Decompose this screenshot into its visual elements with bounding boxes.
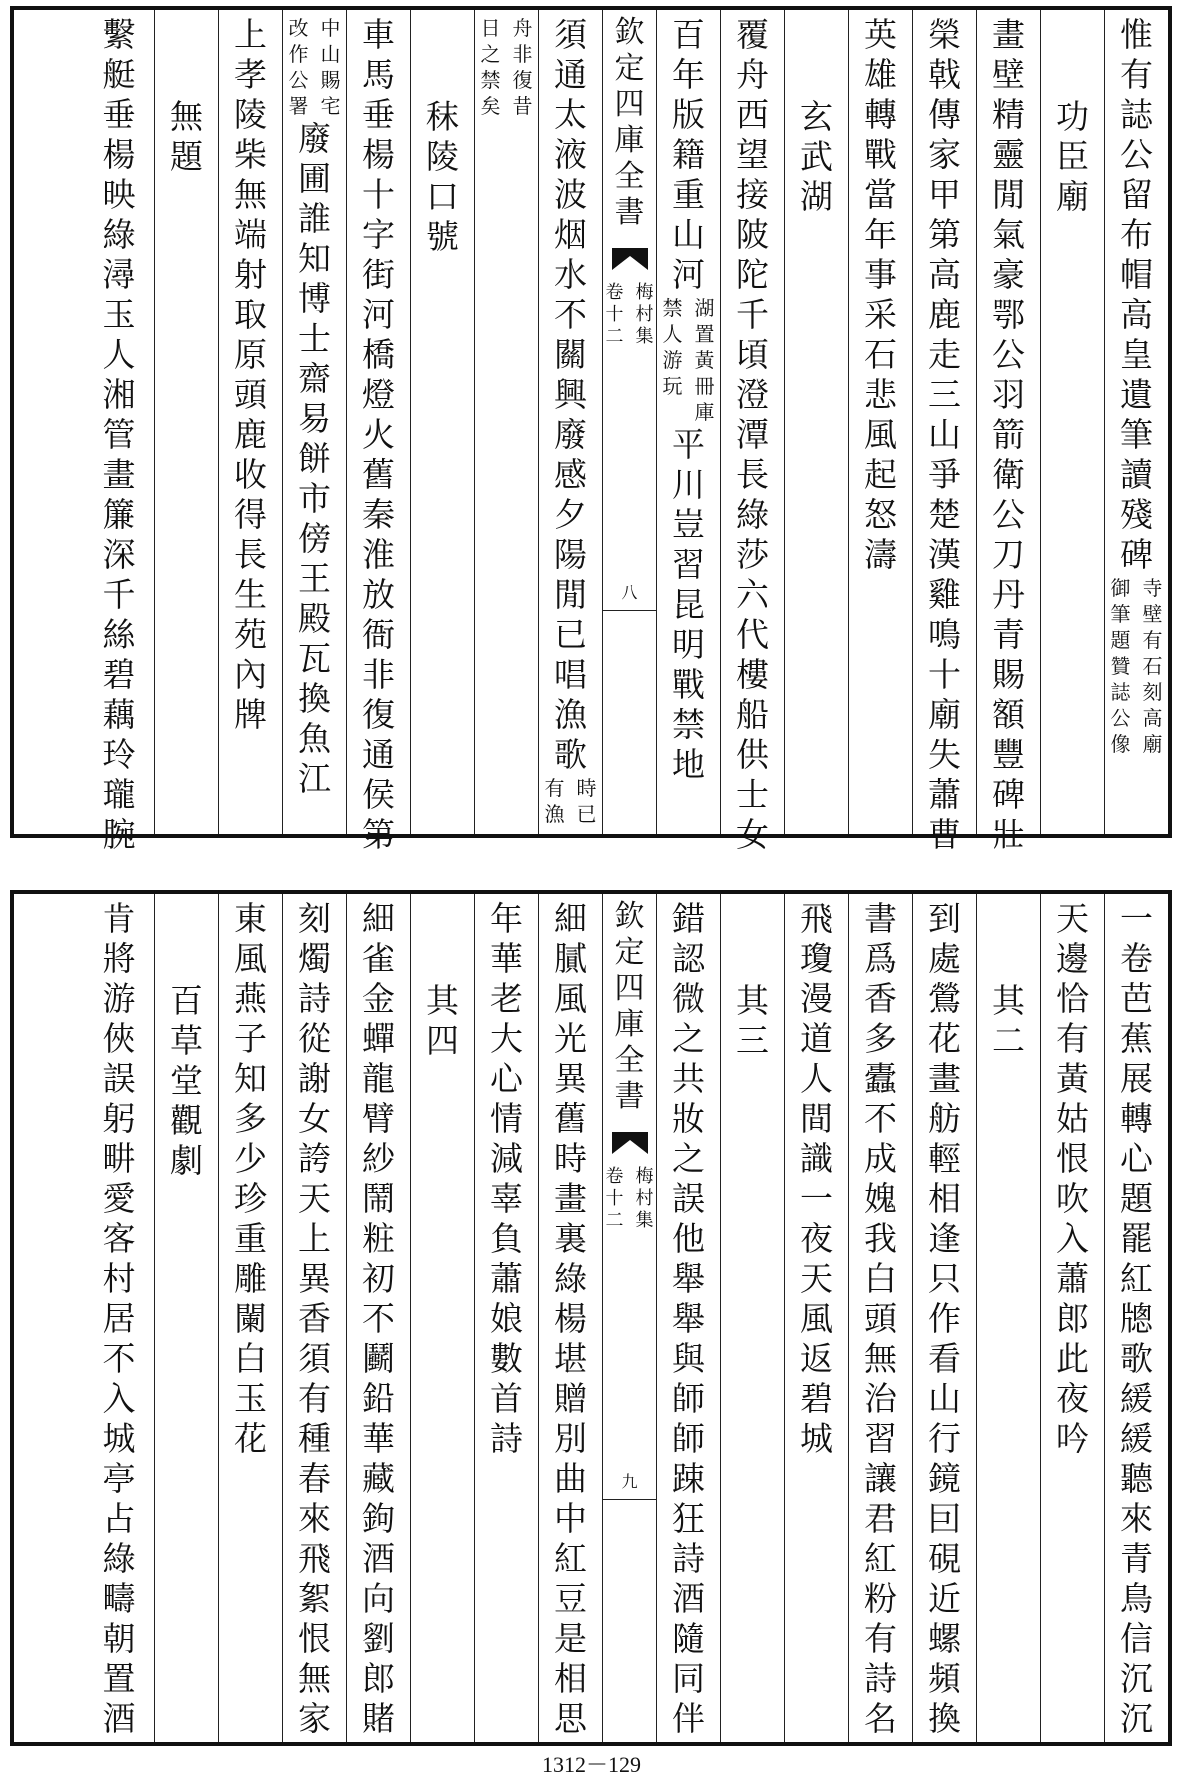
vertical-text: 湖 置 黃 冊 庫 xyxy=(694,296,715,424)
poem-title: 無 題 xyxy=(170,97,203,176)
heading-column xyxy=(154,894,218,1742)
vertical-text: 寺 壁 有 石 刻 高 廟 xyxy=(1142,576,1163,756)
poem-line: 刻 燭 詩 從 謝 女 誇 天 上 異 香 須 有 種 春 來 飛 絮 恨 無 家 xyxy=(298,899,331,1738)
poem-title: 秣 陵 口 號 xyxy=(426,97,459,256)
volume-name: 卷 十 二 xyxy=(605,282,624,347)
book-name: 梅 村 集 xyxy=(635,1166,654,1231)
text-column xyxy=(848,10,912,834)
top-page-frame xyxy=(10,6,1172,854)
vertical-text: 改 作 公 署 xyxy=(288,16,309,118)
text-column xyxy=(784,894,848,1742)
poem-line: 天 邊 恰 有 黃 姑 恨 吹 入 蕭 郎 此 夜 吟 xyxy=(1056,899,1089,1458)
bottom-page-frame xyxy=(10,890,1172,1746)
volume-name: 卷 十 二 xyxy=(605,1166,624,1231)
poem-line: 覆 舟 西 望 接 陂 陀 千 頃 澄 潭 長 綠 莎 六 代 樓 船 供 士 女 xyxy=(736,15,769,854)
top-page-columns xyxy=(14,10,1168,854)
text-column xyxy=(912,894,976,1742)
book-name: 梅 村 集 xyxy=(635,282,654,347)
vertical-text: 御 筆 題 贊 誌 公 像 xyxy=(1110,576,1131,756)
annotation-note xyxy=(1109,578,1165,760)
poem-line: 錯 認 微 之 共 妝 之 誤 他 舉 舉 與 師 師 踈 狂 詩 酒 隨 同 伴 xyxy=(672,899,705,1738)
heading-column xyxy=(410,894,474,1742)
vertical-text: 時 已 xyxy=(576,776,597,826)
heading-column xyxy=(1040,10,1104,834)
text-column xyxy=(218,10,282,834)
text-column xyxy=(1104,10,1168,834)
annotation-note xyxy=(543,778,599,830)
text-column xyxy=(282,894,346,1742)
heading-column xyxy=(154,10,218,834)
annotation-note xyxy=(479,18,535,122)
poem-line: 細 膩 風 光 異 舊 時 畫 裏 綠 楊 堪 贈 別 曲 中 紅 豆 是 相 思 xyxy=(554,899,587,1738)
text-column xyxy=(218,894,282,1742)
folio-number: 九 xyxy=(621,1472,638,1491)
text-column xyxy=(346,10,410,854)
poem-line: 書 爲 香 多 蠹 不 成 媿 我 白 頭 無 治 習 讓 君 紅 粉 有 詩 名 xyxy=(864,899,897,1738)
vertical-text: 舟 非 復 昔 xyxy=(512,16,533,118)
text-column xyxy=(346,894,410,1742)
annotation-note xyxy=(287,18,343,122)
text-column xyxy=(656,10,720,834)
text-column xyxy=(1104,894,1168,1742)
fishtail-mark-icon xyxy=(610,1124,650,1162)
text-column xyxy=(474,894,538,1742)
poem-title: 其 三 xyxy=(736,981,769,1060)
poem-title: 功 臣 廟 xyxy=(1056,97,1089,216)
poem-line: 百 年 版 籍 重 山 河 xyxy=(672,15,705,294)
poem-line-continued: 廢 圃 誰 知 博 士 齋 易 餅 市 傍 王 殿 瓦 換 魚 江 xyxy=(298,119,331,798)
poem-title: 玄 武 湖 xyxy=(800,97,833,216)
center-fold-column xyxy=(602,894,656,1742)
fold-divider-line xyxy=(603,610,656,611)
poem-line: 細 雀 金 蟬 龍 臂 紗 鬧 粧 初 不 鬬 鉛 華 藏 鉤 酒 向 劉 郎 賭 xyxy=(362,899,395,1738)
poem-line: 東 風 燕 子 知 多 少 珍 重 雕 闌 白 玉 花 xyxy=(234,899,267,1458)
heading-column xyxy=(410,10,474,834)
text-column xyxy=(848,894,912,1742)
poem-line: 榮 戟 傳 家 甲 第 高 鹿 走 三 山 爭 楚 漢 雞 鳴 十 廟 失 蕭 曹 xyxy=(928,15,961,854)
poem-line: 繫 艇 垂 楊 映 綠 潯 玉 人 湘 管 畫 簾 深 千 絲 碧 藕 玲 瓏 腕 xyxy=(102,15,136,854)
vertical-text: 有 漁 xyxy=(544,776,565,826)
poem-line: 須 通 太 液 波 烟 水 不 關 興 廢 感 夕 陽 閒 已 唱 漁 歌 xyxy=(554,15,587,774)
heading-column xyxy=(784,10,848,834)
vertical-text: 日 之 禁 矣 xyxy=(480,16,501,118)
text-column xyxy=(538,894,602,1742)
poem-title: 其 四 xyxy=(426,981,459,1060)
center-fold-column xyxy=(602,10,656,834)
poem-line-continued: 平 川 豈 習 昆 明 戰 禁 地 xyxy=(672,425,705,784)
poem-line: 惟 有 誌 公 留 布 帽 高 皇 遺 筆 讀 殘 碑 xyxy=(1120,15,1153,574)
text-column xyxy=(1040,894,1104,1742)
text-column xyxy=(474,10,538,834)
poem-line: 上 孝 陵 柴 無 端 射 取 原 頭 鹿 收 得 長 生 苑 內 牌 xyxy=(234,15,267,734)
fold-divider-line xyxy=(603,1499,656,1500)
poem-title: 百 草 堂 觀 劇 xyxy=(170,981,203,1180)
poem-line: 肯 將 游 俠 誤 躬 畊 愛 客 村 居 不 入 城 亭 占 綠 疇 朝 置 酒 xyxy=(102,899,136,1738)
library-title: 欽 定 四 庫 全 書 xyxy=(614,899,645,1114)
poem-line: 到 處 鶯 花 畫 舫 輕 相 逢 只 作 看 山 行 鏡 囙 硯 近 螺 頻 換 xyxy=(928,899,961,1738)
text-column xyxy=(84,894,154,1742)
poem-line: 年 華 老 大 心 情 減 辜 負 蕭 娘 數 首 詩 xyxy=(490,899,523,1458)
text-column xyxy=(282,10,346,834)
heading-column xyxy=(976,894,1040,1742)
page-footer-number: 1312－129 xyxy=(541,1752,641,1777)
poem-line: 畫 壁 精 靈 閒 氣 豪 鄂 公 羽 箭 衛 公 刀 丹 青 賜 額 豐 碑 壯 xyxy=(992,15,1025,854)
bottom-page-columns xyxy=(14,894,1168,1742)
text-column xyxy=(84,10,154,854)
fishtail-mark-icon xyxy=(610,240,650,278)
vertical-text: 中 山 賜 宅 xyxy=(320,16,341,118)
text-column xyxy=(976,10,1040,854)
poem-line: 一 卷 芭 蕉 展 轉 心 題 罷 紅 牕 歌 緩 緩 聽 來 青 鳥 信 沉 沉 xyxy=(1120,899,1153,1738)
folio-number: 八 xyxy=(621,583,638,602)
vertical-text: 禁 人 游 玩 xyxy=(662,296,683,398)
poem-line: 車 馬 垂 楊 十 字 街 河 橋 燈 火 舊 秦 淮 放 衙 非 復 通 侯 第 xyxy=(362,15,395,854)
annotation-note xyxy=(661,298,717,428)
library-title: 欽 定 四 庫 全 書 xyxy=(614,15,645,230)
poem-line: 飛 瓊 漫 道 人 間 識 一 夜 天 風 返 碧 城 xyxy=(800,899,833,1458)
text-column xyxy=(538,10,602,834)
heading-column xyxy=(720,894,784,1742)
text-column xyxy=(912,10,976,854)
text-column xyxy=(720,10,784,854)
poem-line: 英 雄 轉 戰 當 年 事 采 石 悲 風 起 怒 濤 xyxy=(864,15,897,574)
poem-title: 其 二 xyxy=(992,981,1025,1060)
text-column xyxy=(656,894,720,1742)
